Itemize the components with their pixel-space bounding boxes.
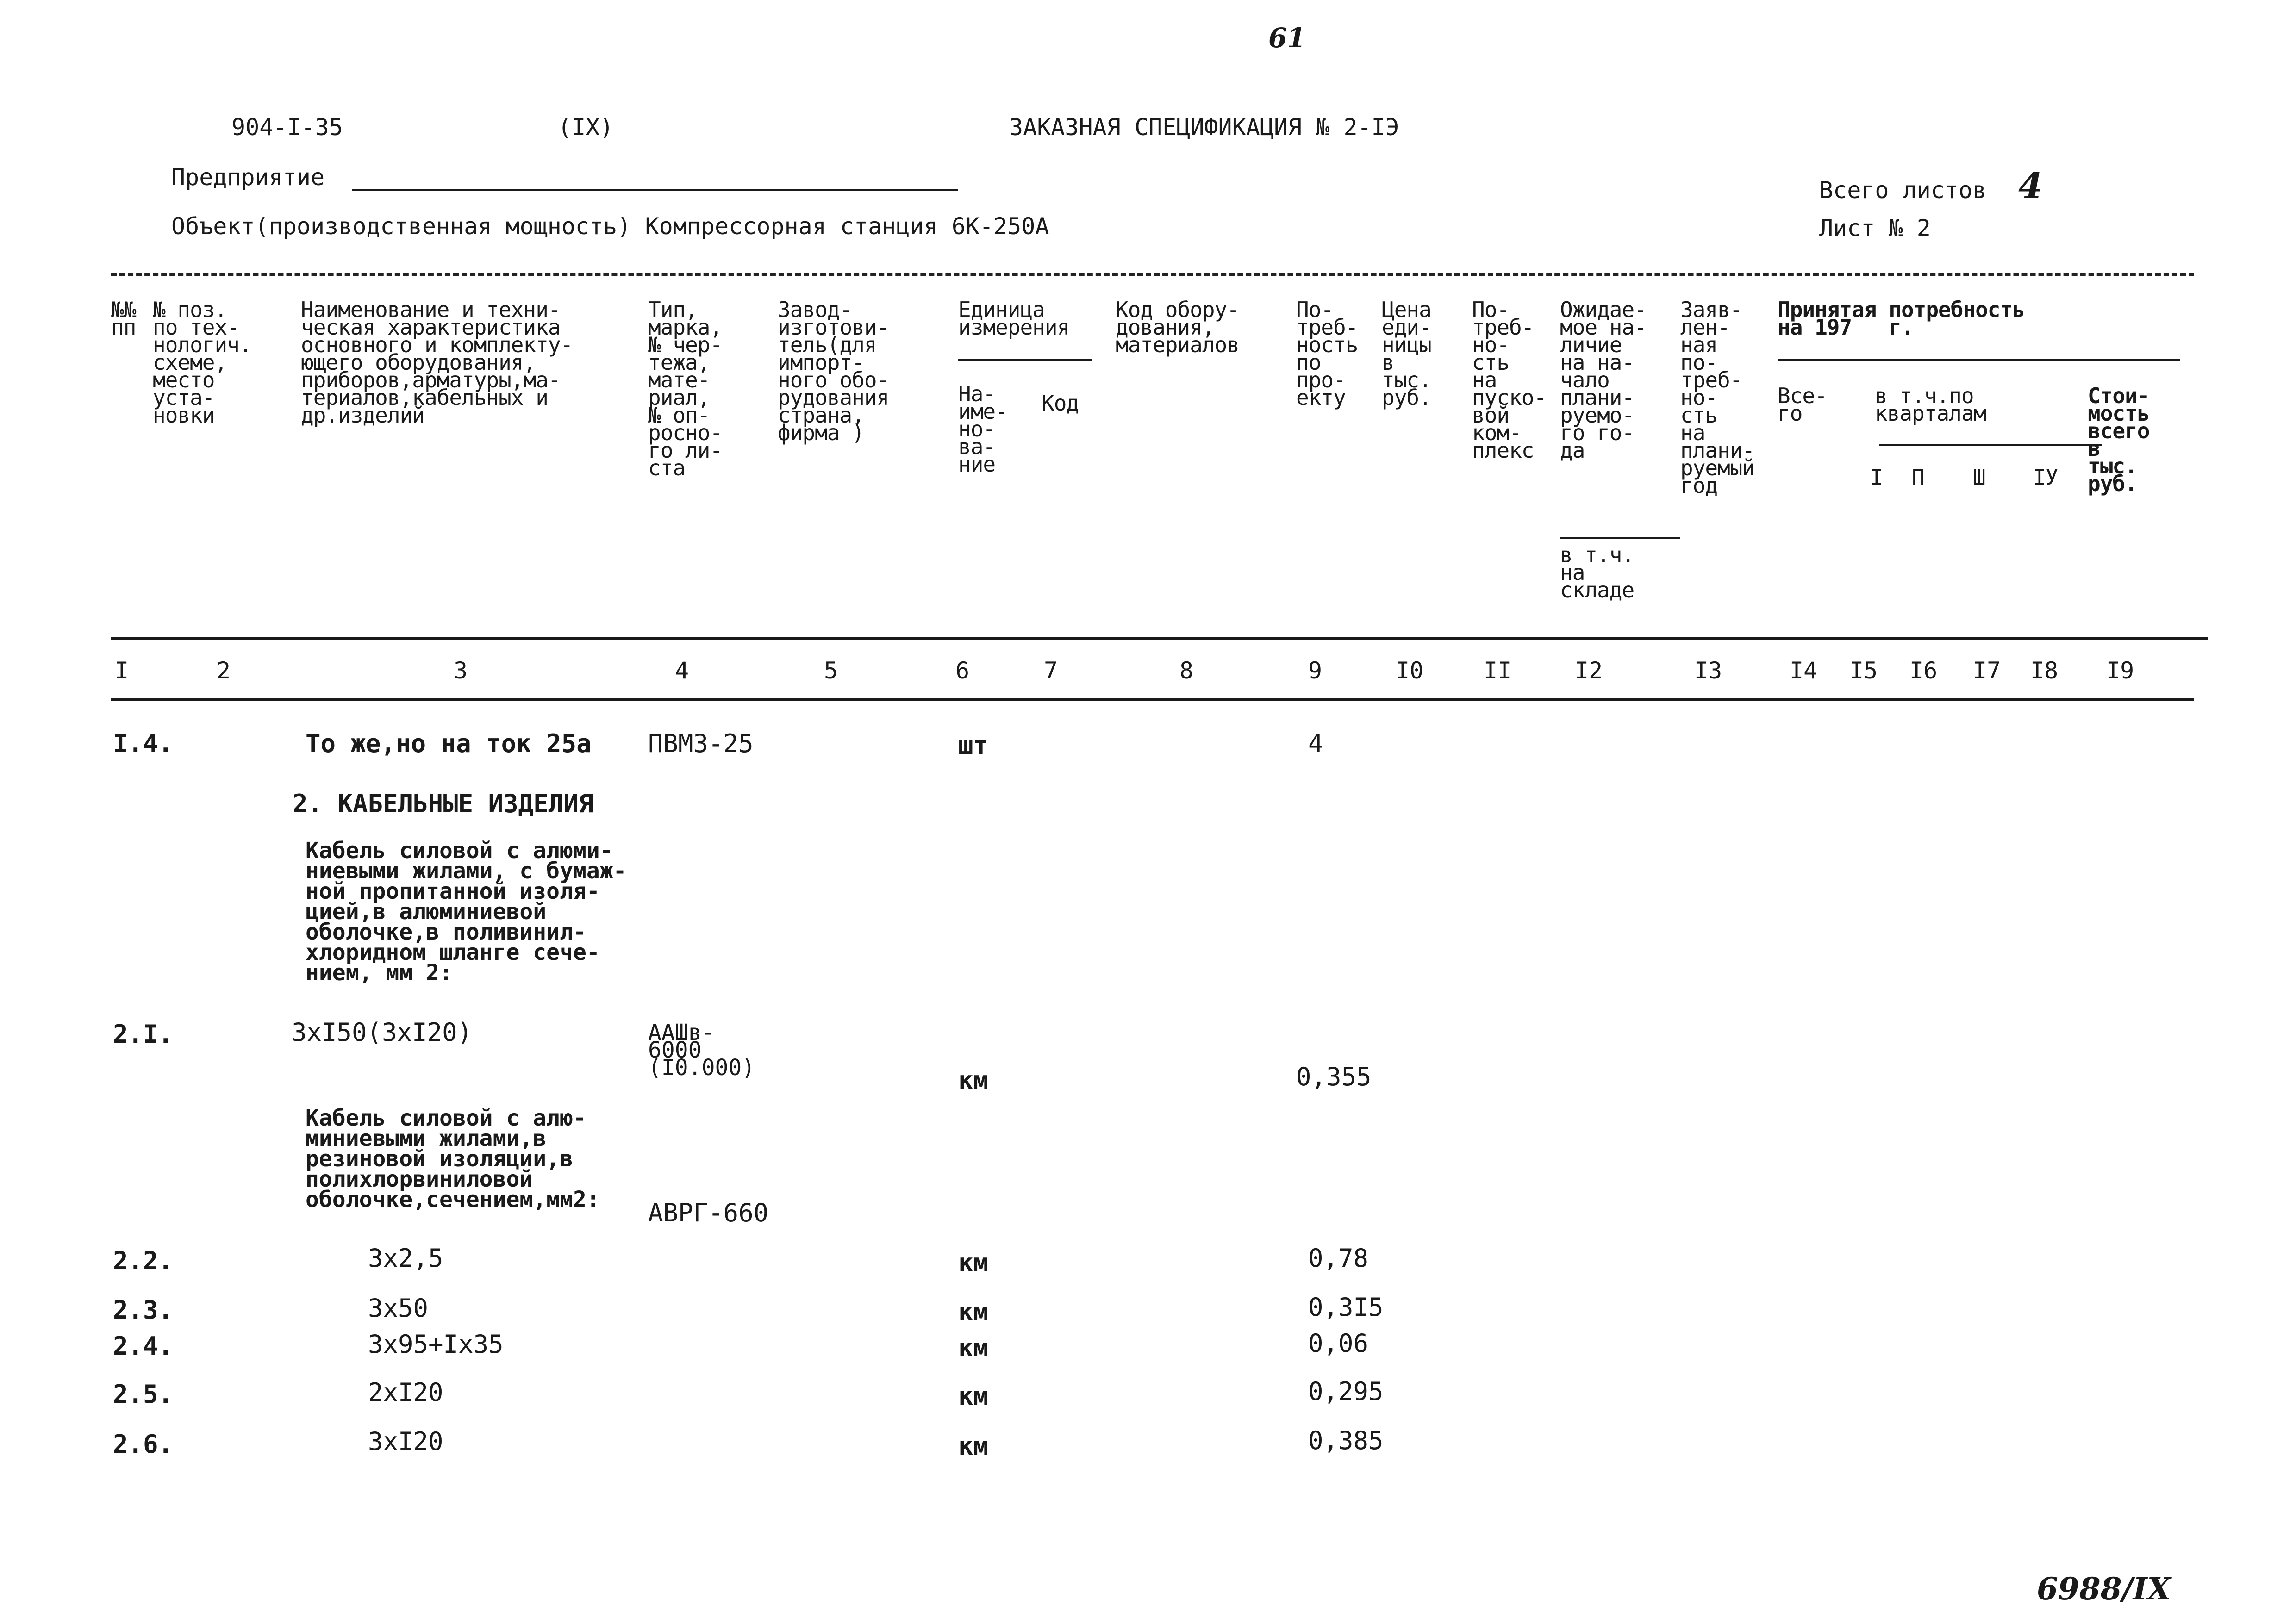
row-2-6-number: 2.6.: [113, 1430, 174, 1459]
col-number: I9: [2106, 657, 2134, 684]
col-header-q1: I: [1870, 465, 1883, 490]
sheet-number-label: Лист № 2: [1819, 215, 1931, 242]
sheets-total-value: 4: [2018, 165, 2043, 206]
row-2-1-name: 3хI50(3хI20): [292, 1018, 473, 1047]
row-1-4-qty: 4: [1308, 729, 1323, 758]
col-header-name: Наименование и техни- ческая характеристика основного и комплекту- ющего оборудования, приборов,арматуры,ма- териалов,кабельных и др.изделий: [301, 297, 573, 428]
col-number: 5: [824, 657, 838, 684]
col-number: I7: [1973, 657, 2001, 684]
col-header-accepted-title: Принятая потребность на 197 г.: [1778, 297, 2025, 340]
enterprise-underline: [352, 189, 958, 191]
row-2-5-number: 2.5.: [113, 1380, 174, 1409]
col-header-num: №№ пп: [111, 297, 136, 340]
row-2-1-type: ААШв- 6000 (I0.000): [648, 1020, 755, 1081]
col-number: I8: [2030, 657, 2059, 684]
row-2-3-name: 3х50: [368, 1294, 429, 1323]
cable-1-description: Кабель силовой с алюми- ниевыми жилами, с бумаж- ной пропитанной изоля- цией,в алюминиевой оболочке,в поливинил- хлоридном шланге сече- нием, мм 2:: [306, 838, 627, 986]
row-2-3-number: 2.3.: [113, 1295, 174, 1325]
row-2-1-unit: км: [958, 1066, 989, 1095]
table-top-rule: [111, 273, 2194, 279]
row-2-3-unit: км: [958, 1297, 989, 1326]
header-bottom-rule: [111, 637, 2208, 640]
col-header-project-need: По- треб- ность по про- екту: [1296, 297, 1358, 410]
page-number: 61: [1268, 22, 1306, 54]
enterprise-label: Предприятие: [171, 164, 325, 191]
col-header-position: № поз. по тех- нологич. схеме, место уста- новки: [153, 297, 252, 428]
row-2-5-name: 2хI20: [368, 1378, 443, 1407]
col-header-unit-code: Код: [1042, 391, 1079, 416]
col-number: I3: [1694, 657, 1722, 684]
col-header-q2: П: [1912, 465, 1924, 490]
row-2-4-unit: км: [958, 1333, 989, 1363]
row-2-2-qty: 0,78: [1308, 1244, 1369, 1273]
col-number: I: [115, 657, 129, 684]
row-2-4-qty: 0,06: [1308, 1329, 1369, 1358]
stock-divider-rule: [1560, 537, 1680, 539]
cable-2-description: Кабель силовой с алю- миниевыми жилами,в резиновой изоляции,в полихлорвиниловой оболочке,сечением,мм2:: [306, 1105, 600, 1213]
col-header-q4: IУ: [2033, 465, 2058, 490]
quarters-divider-rule: [1879, 444, 2102, 446]
col-number: 9: [1308, 657, 1323, 684]
sheets-total-label: Всего листов: [1819, 177, 1987, 204]
col-header-unit-name: На- име- но- ва- ние: [958, 381, 1008, 477]
col-number: I5: [1850, 657, 1878, 684]
col-number: I0: [1396, 657, 1424, 684]
row-2-6-name: 3хI20: [368, 1427, 443, 1456]
section-2-title: 2. КАБЕЛЬНЫЕ ИЗДЕЛИЯ: [293, 789, 594, 818]
row-2-5-qty: 0,295: [1308, 1377, 1384, 1406]
section-label: (IX): [558, 114, 614, 141]
row-2-6-unit: км: [958, 1431, 989, 1461]
col-header-equipment-code: Код обору- дования, материалов: [1116, 297, 1239, 357]
object-line: Объект(производственная мощность) Компрессорная станция 6К-250А: [171, 213, 1049, 240]
col-header-q3: Ш: [1973, 465, 1985, 490]
row-2-4-name: 3х95+Iх35: [368, 1330, 504, 1359]
col-number: 8: [1179, 657, 1194, 684]
col-number: I2: [1575, 657, 1603, 684]
archive-stamp: 6988/IX: [2037, 1571, 2171, 1607]
col-header-expected-stock: в т.ч. на складе: [1560, 542, 1635, 603]
col-number: 3: [454, 657, 468, 684]
col-header-startup-need: По- треб- но- сть на пуско- вой ком- плекс: [1472, 297, 1547, 463]
col-header-expected: Ожидае- мое на- личие на на- чало плани- руемо- го го- да: [1560, 297, 1647, 463]
row-2-2-number: 2.2.: [113, 1246, 174, 1276]
row-2-1-number: 2.I.: [113, 1020, 174, 1049]
col-header-unit-price: Цена еди- ницы в тыс. руб.: [1382, 297, 1431, 410]
document-title: ЗАКАЗНАЯ СПЕЦИФИКАЦИЯ № 2-IЭ: [1009, 114, 1399, 141]
col-header-declared: Заяв- лен- ная по- треб- но- сть на плани- руемый год: [1680, 297, 1755, 498]
col-header-total: Все- го: [1778, 383, 1827, 426]
row-1-4-type: ПВМЗ-25: [648, 729, 754, 758]
row-2-2-name: 3х2,5: [368, 1244, 443, 1273]
unit-divider-rule: [958, 359, 1092, 361]
col-header-quarters-title: в т.ч.по кварталам: [1875, 383, 1986, 426]
accepted-divider-rule: [1778, 359, 2180, 361]
row-2-5-unit: км: [958, 1381, 989, 1411]
col-number: 6: [955, 657, 970, 684]
cable-2-type: АВРГ-660: [648, 1198, 769, 1227]
col-number: I6: [1909, 657, 1938, 684]
row-2-4-number: 2.4.: [113, 1332, 174, 1361]
col-header-manufacturer: Завод- изготови- тель(для импорт- ного обо- рудования страна, фирма ): [778, 297, 889, 445]
row-1-4-name: То же,но на ток 25а: [306, 729, 592, 758]
col-number: II: [1484, 657, 1512, 684]
col-number: I4: [1790, 657, 1818, 684]
row-2-6-qty: 0,385: [1308, 1426, 1384, 1455]
col-number: 7: [1044, 657, 1058, 684]
col-header-unit-title: Единица измерения: [958, 297, 1070, 340]
doc-code: 904-I-35: [231, 114, 343, 141]
row-2-1-qty: 0,355: [1296, 1062, 1372, 1091]
col-header-cost: Стои- мость всего в тыс. руб.: [2088, 383, 2150, 496]
col-number: 4: [675, 657, 689, 684]
row-2-2-unit: км: [958, 1248, 989, 1277]
row-1-4-unit: шт: [958, 731, 989, 760]
row-2-3-qty: 0,3I5: [1308, 1293, 1384, 1322]
numbers-bottom-rule: [111, 698, 2194, 701]
col-number: 2: [217, 657, 231, 684]
col-header-type: Тип, марка, № чер- тежа, мате- риал, № оп- росно- го ли- ста: [648, 297, 723, 480]
row-1-4-number: I.4.: [113, 729, 174, 758]
